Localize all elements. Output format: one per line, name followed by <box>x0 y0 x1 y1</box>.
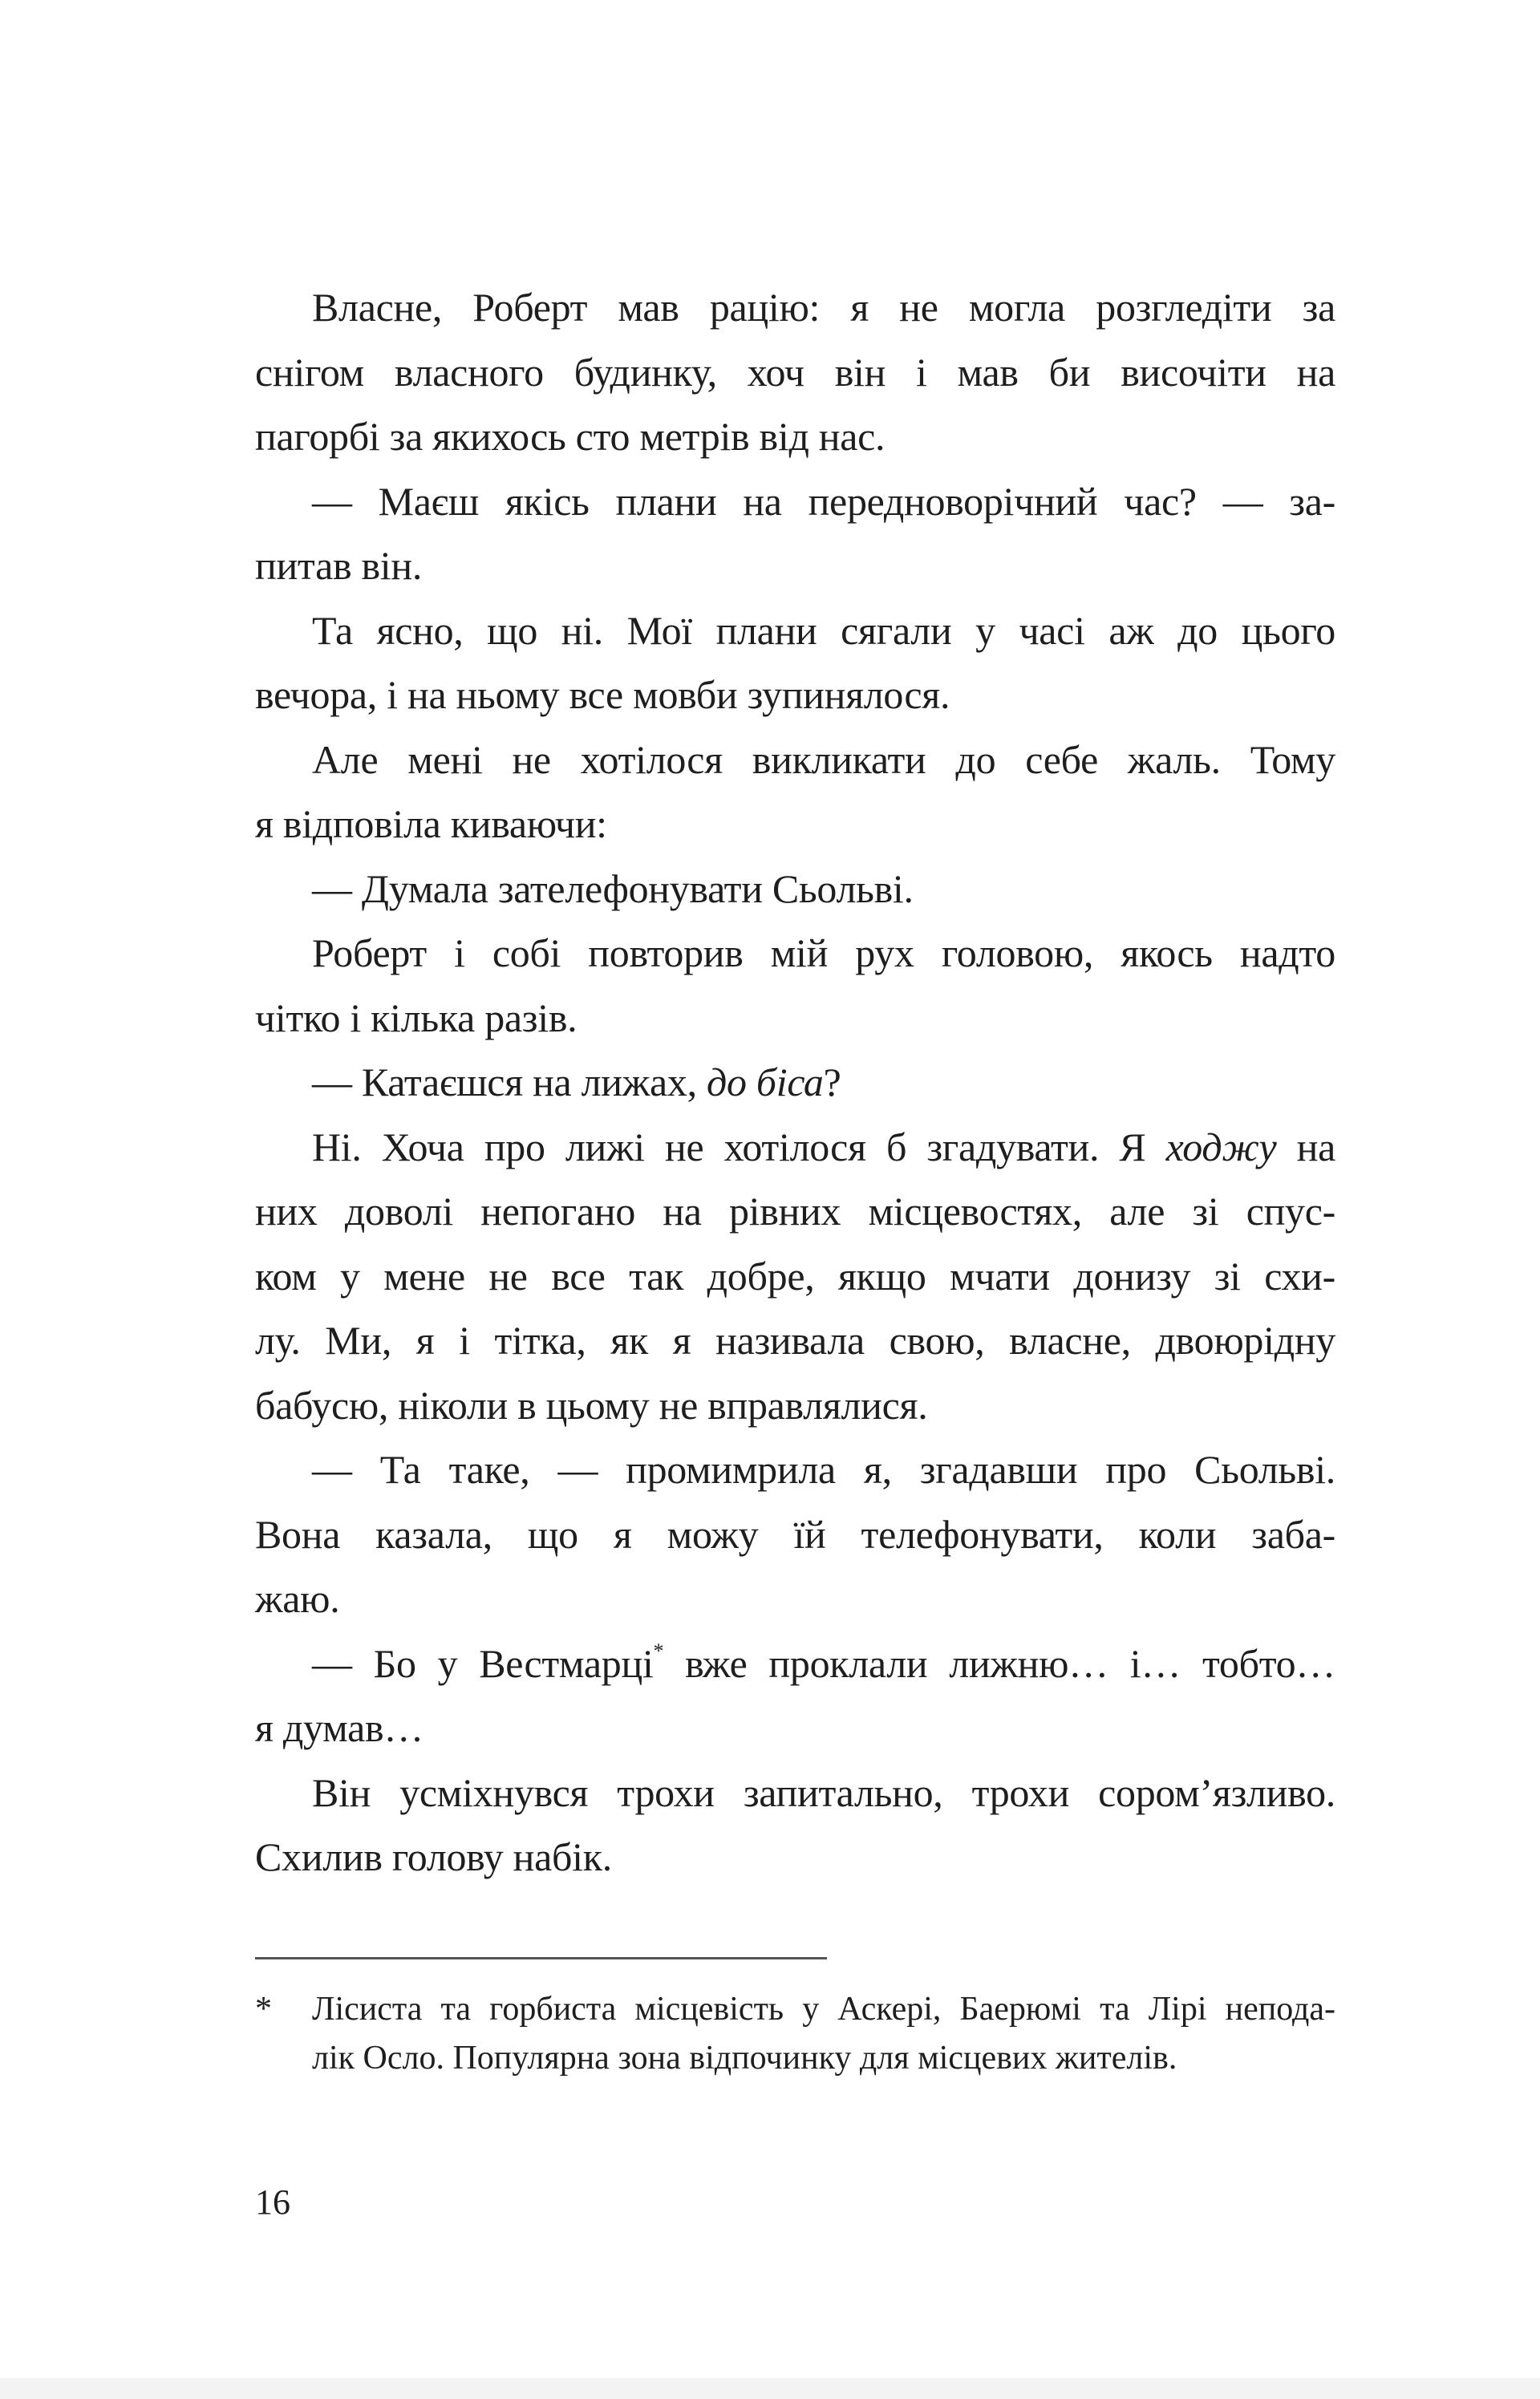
paragraph <box>255 857 1335 922</box>
paragraph <box>255 1050 1335 1115</box>
text-line: — Катаєшся на лижах, до біса? <box>312 1060 841 1104</box>
text-line: Вона казала, що я можу їй телефонувати, коли заба- <box>255 1511 1335 1557</box>
paragraph <box>255 1437 1335 1631</box>
text-line: Та ясно, що ні. Мої плани сягали у часі аж до цього <box>312 607 1335 653</box>
text-line: — Думала зателефонувати Сьольві. <box>312 865 914 911</box>
text-line: — Бо у Вестмарці* вже проклали лижню… і… тобто… <box>312 1639 1336 1686</box>
text-line: — Маєш якісь плани на передноворічний час? — за- <box>312 478 1335 524</box>
text-line: Він усміхнувся трохи запитально, трохи сором’язливо. <box>312 1769 1335 1815</box>
text-line: ком у мене не все так добре, якщо мчати донизу зі схи- <box>255 1253 1335 1299</box>
text-line: — Та таке, — промимрила я, згадавши про Сьольві. <box>312 1447 1335 1492</box>
text-line: я відповіла киваючи: <box>255 801 607 846</box>
text-line: лу. Ми, я і тітка, як я називала свою, власне, двоюрідну <box>255 1318 1335 1363</box>
text-line: жаю. <box>255 1576 340 1621</box>
text-line: вечора, і на ньому все мовби зупинялося. <box>255 672 950 717</box>
text-line: снігом власного будинку, хоч він і мав би височіти на <box>255 349 1335 395</box>
text-line: я думав… <box>255 1705 424 1750</box>
text-line: чітко і кілька разів. <box>255 995 578 1040</box>
paragraph <box>255 1115 1335 1438</box>
footnote-line: Лісиста та горбиста місцевість у Аскері, Баерюмі та Лірі непода- <box>312 1991 1335 2028</box>
text-line: Роберт і собі повторив мій рух головою, якось надто <box>312 930 1335 975</box>
paragraph <box>255 1761 1335 1890</box>
text-line: Власне, Роберт мав рацію: я не могла розгледіти за <box>312 285 1335 330</box>
text-line: бабусю, ніколи в цьому не вправлялися. <box>255 1382 928 1428</box>
emphasis: ходжу <box>1165 1124 1277 1169</box>
footnote-reference: * <box>653 1639 664 1663</box>
text-line: пагорбі за якихось сто метрів від нас. <box>255 414 886 459</box>
paragraph <box>255 921 1335 1050</box>
text-line: Схилив голову набік. <box>255 1834 612 1879</box>
page-edge <box>0 2378 1540 2399</box>
text-line: Але мені не хотілося викликати до себе жаль. Тому <box>312 736 1335 782</box>
text-line: Ні. Хоча про лижі не хотілося б згадувати. Я ходжу на <box>312 1124 1335 1169</box>
page-number: 16 <box>255 2182 290 2222</box>
paragraph <box>255 598 1335 727</box>
text-line: питав він. <box>255 543 423 588</box>
paragraph <box>255 1631 1335 1761</box>
emphasis: до біса <box>707 1060 824 1104</box>
footnote-line: лік Осло. Популярна зона відпочинку для місцевих жителів. <box>312 2040 1177 2077</box>
paragraph <box>255 275 1335 469</box>
footnote <box>255 1985 1335 2083</box>
footnote-marker: * <box>255 1991 272 2028</box>
paragraph <box>255 727 1335 857</box>
footnote-divider <box>255 1957 827 1959</box>
body-text <box>255 275 1335 1890</box>
paragraph <box>255 469 1335 598</box>
text-line: них доволі непогано на рівних місцевостях, але зі спус- <box>255 1189 1335 1234</box>
